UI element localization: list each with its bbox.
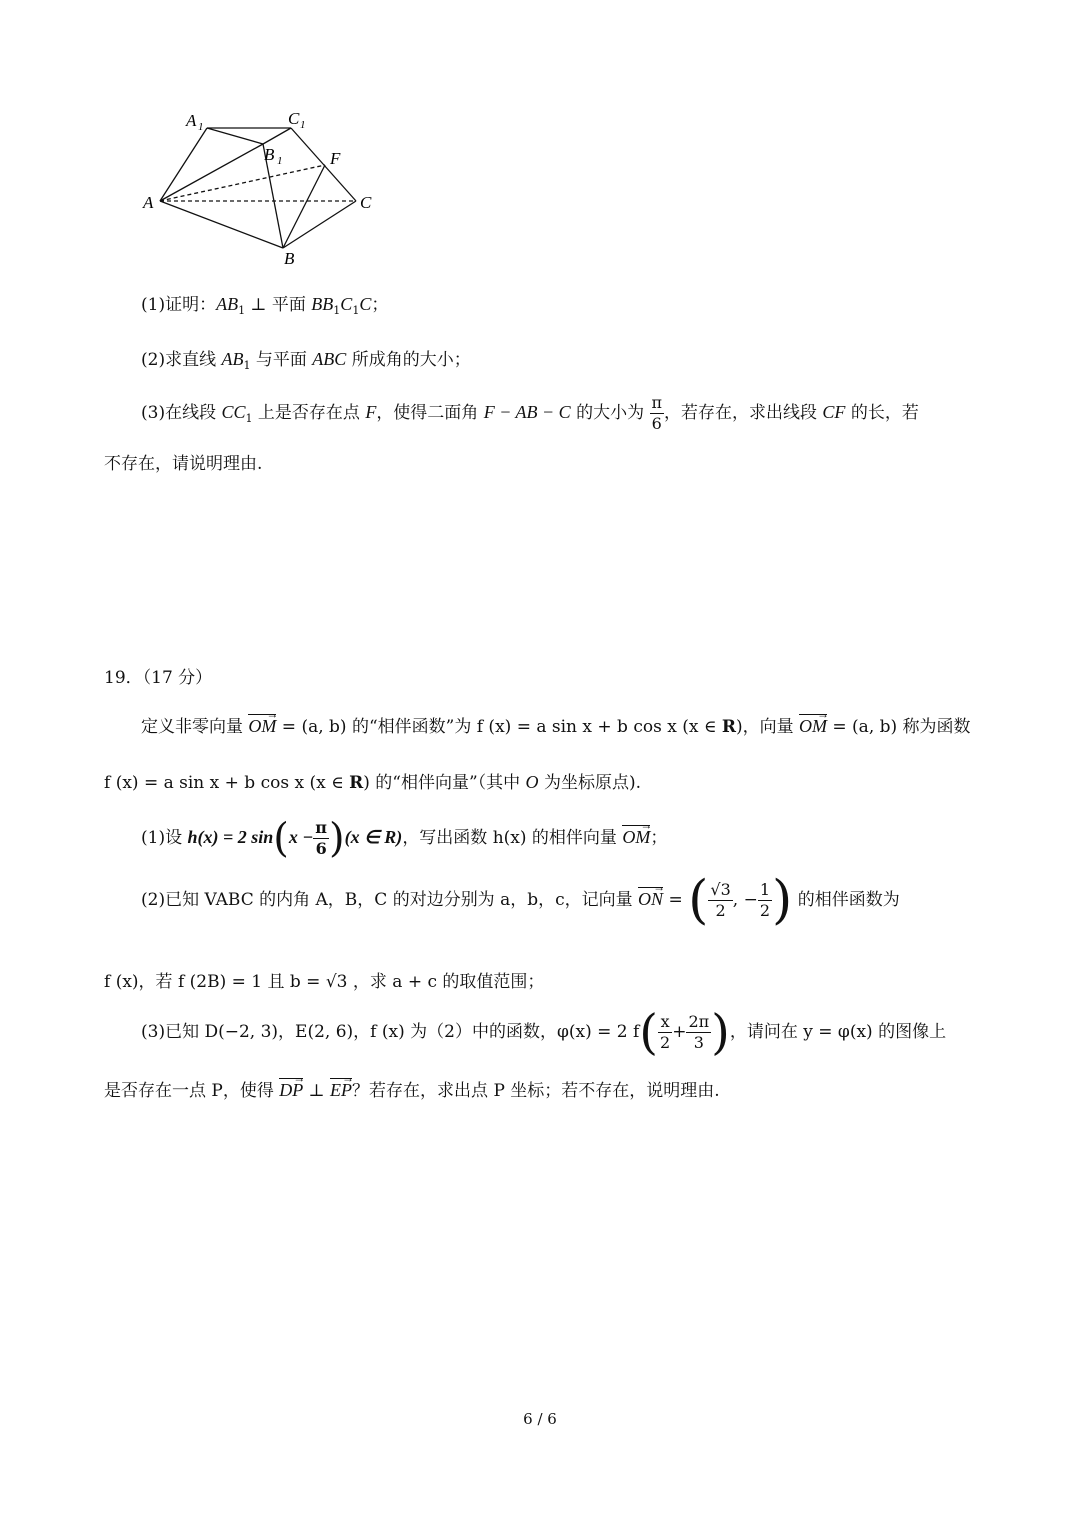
q19-part2-frac1: $\frac{√3}{2}$ [710,880,731,920]
label-b1-sub: 1 [277,155,283,167]
q18-part3-angle: F − AB − C [483,402,571,422]
vector-on: ON → [638,885,663,911]
q19-part3-line2 [104,1076,720,1103]
q18-part3-fraction: $\frac{\pi}{6}$ [651,393,663,433]
prism-figure [130,100,390,275]
q18-part1-suffix: ； [371,295,389,315]
q18-part3-mid2: ，使得二面角 [376,403,484,423]
q19-part1-prefix: (1)设 [141,828,188,848]
q19-part2-frac2: $\frac{1}{2}$ [759,880,771,920]
q18-part3-mid4: ，若存在，求出线段 [664,403,823,423]
q18-part3-mid1: 上是否存在点 [252,403,366,423]
q18-part1-plane2: C [340,294,353,314]
q19-part1-domain: (x ∈ R) [344,827,403,847]
q19-part3-prefix: (3)已知 D(−2, 3)，E(2, 6)，f (x) 为（2）中的函数，φ(x) = 2 f [141,1022,640,1042]
q19-part1-h: h(x) = 2 sin [187,827,274,847]
label-a1: A [186,111,197,130]
q19-part2: (2)已知 VABC 的内角 A，B，C 的对边分别为 a，b，c，记向量 ON → = ( $\frac{√3}{2}$ , − $\frac{1}{2}$ ) 的相伴函数为 [141,880,900,921]
q19-def-l1-d: = (a, b) 称为函数 [827,717,971,737]
q19-part2-prefix: (2)已知 VABC 的内角 A，B，C 的对边分别为 a，b，c，记向量 [141,890,639,910]
q19-part1: (1)设 h(x) = 2 sin(x − $\frac{\pi}{6}$ )(x ∈ R)，写出函数 h(x) 的相伴向量 OM →； [141,818,667,859]
edge-a-b [160,201,283,248]
q19-part3: (3)已知 D(−2, 3)，E(2, 6)，f (x) 为（2）中的函数，φ(x) = 2 f( $\frac{x}{2}$ + $\frac{2\pi}{3}$ )，请问在 y = φ(x) 的图像上 [141,1004,947,1061]
q19-part2-sep: , − [732,890,758,910]
label-a: A [143,193,154,212]
q18-part3-point: F [365,402,377,422]
q18-part3-mid3: 的大小为 [570,403,650,423]
vector-ep: EP → [330,1076,352,1102]
q18-part3-seg: CC [221,402,246,422]
q19-part2-line2: f (x)，若 f (2B) = 1 且 b = √3 ，求 a + c 的取值范围； [104,972,545,992]
edge-b1-c1 [263,128,291,144]
q18-part3-suffix: 的长，若 [845,403,919,423]
q19-def-l2-b: ) 的“相伴向量”（其中 [363,773,526,793]
q18-part2: (2)求直线 $AB_1$ 与平面 ABC 所成角的大小； [141,349,471,372]
q18-part3: (3)在线段 $CC_1$ 上是否存在点 F，使得二面角 F − AB − C 的大小为 $\frac{\pi}{6}$ ，若存在，求出线段 CF 的长，若 [141,393,919,433]
edge-c1-c [291,128,356,201]
vector-dp: DP → [279,1076,303,1102]
q18-part3-prefix: (3)在线段 [141,403,222,423]
q18-part2-ab: AB [221,349,244,369]
q19-part1-mid: ，写出函数 h(x) 的相伴向量 [402,828,623,848]
q19-part3-l2-b: ？若存在，求出点 P 坐标；若不存在，说明理由. [352,1081,720,1101]
q18-part1-plane: BB [311,294,334,314]
q18-part2-mid: 与平面 [250,350,313,370]
q19-def-l1-b: = (a, b) 的“相伴函数”为 f (x) = a sin x + b cos x (x ∈ [276,717,722,737]
q19-part2-suffix: 的相伴函数为 [792,890,900,910]
q18-part2-suffix: 所成角的大小； [346,350,471,370]
q19-part2-eq: = [663,890,689,910]
label-b1: B [264,145,275,164]
vector-om-3: OM → [622,823,650,849]
q18-part2-prefix: (2)求直线 [141,350,222,370]
vector-om-2: OM → [799,712,827,738]
q18-part3-line2: 不存在，请说明理由. [104,454,263,474]
q19-part1-suffix: ； [650,828,668,848]
edge-a-a1 [160,128,207,201]
edge-a1-b1 [207,128,263,144]
q18-part1: (1)证明：$AB_1$ ⊥ 平面 $BB_1C_1C$； [141,294,389,317]
label-c: C [360,193,372,212]
q18-part1-ab: AB [216,294,239,314]
q19-def-l1-a: 定义非零向量 [141,717,249,737]
q18-part2-plane: ABC [312,349,347,369]
q19-part3-frac2: $\frac{2\pi}{3}$ [688,1012,710,1052]
label-a1-sub: 1 [198,121,204,133]
label-f: F [330,149,341,168]
q19-def-l1-c: )，向量 [735,717,799,737]
q19-def-l2-a: f (x) = a sin x + b cos x (x ∈ [104,773,350,793]
q19-part3-l2-a: 是否存在一点 P，使得 [104,1081,280,1101]
q19-definition-line2 [104,770,641,795]
label-c1: C [288,109,300,128]
set-r: R [721,717,736,737]
q19-header: 19．（17 分） [104,668,213,688]
q19-part1-x: x − [288,827,314,847]
q18-part1-plane3: C [359,294,372,314]
label-b: B [284,249,295,268]
set-r-2: R [349,773,364,793]
origin-o: O [525,772,539,792]
label-c1-sub: 1 [300,119,306,131]
vector-om: OM → [248,712,276,738]
q19-part3-perp: ⊥ [303,1081,331,1101]
page-number: 6 / 6 [523,1410,557,1428]
edge-b-f [283,165,325,248]
q19-part3-frac1: $\frac{x}{2}$ [660,1012,671,1052]
edge-a-f-hidden [160,165,325,201]
q19-def-l2-c: 为坐标原点). [538,773,641,793]
edge-b-c [283,201,356,248]
q19-part3-suffix: ，请问在 y = φ(x) 的图像上 [729,1022,947,1042]
q19-definition-line1 [141,712,971,739]
q18-part3-cf: CF [822,402,846,422]
q18-part1-prefix: (1)证明： [141,295,217,315]
q19-part1-fraction: $\frac{\pi}{6}$ [315,818,328,858]
edge-a-b1 [160,144,263,201]
q19-part3-plus: + [672,1022,687,1042]
q18-part1-perp: ⊥ 平面 [245,295,312,315]
